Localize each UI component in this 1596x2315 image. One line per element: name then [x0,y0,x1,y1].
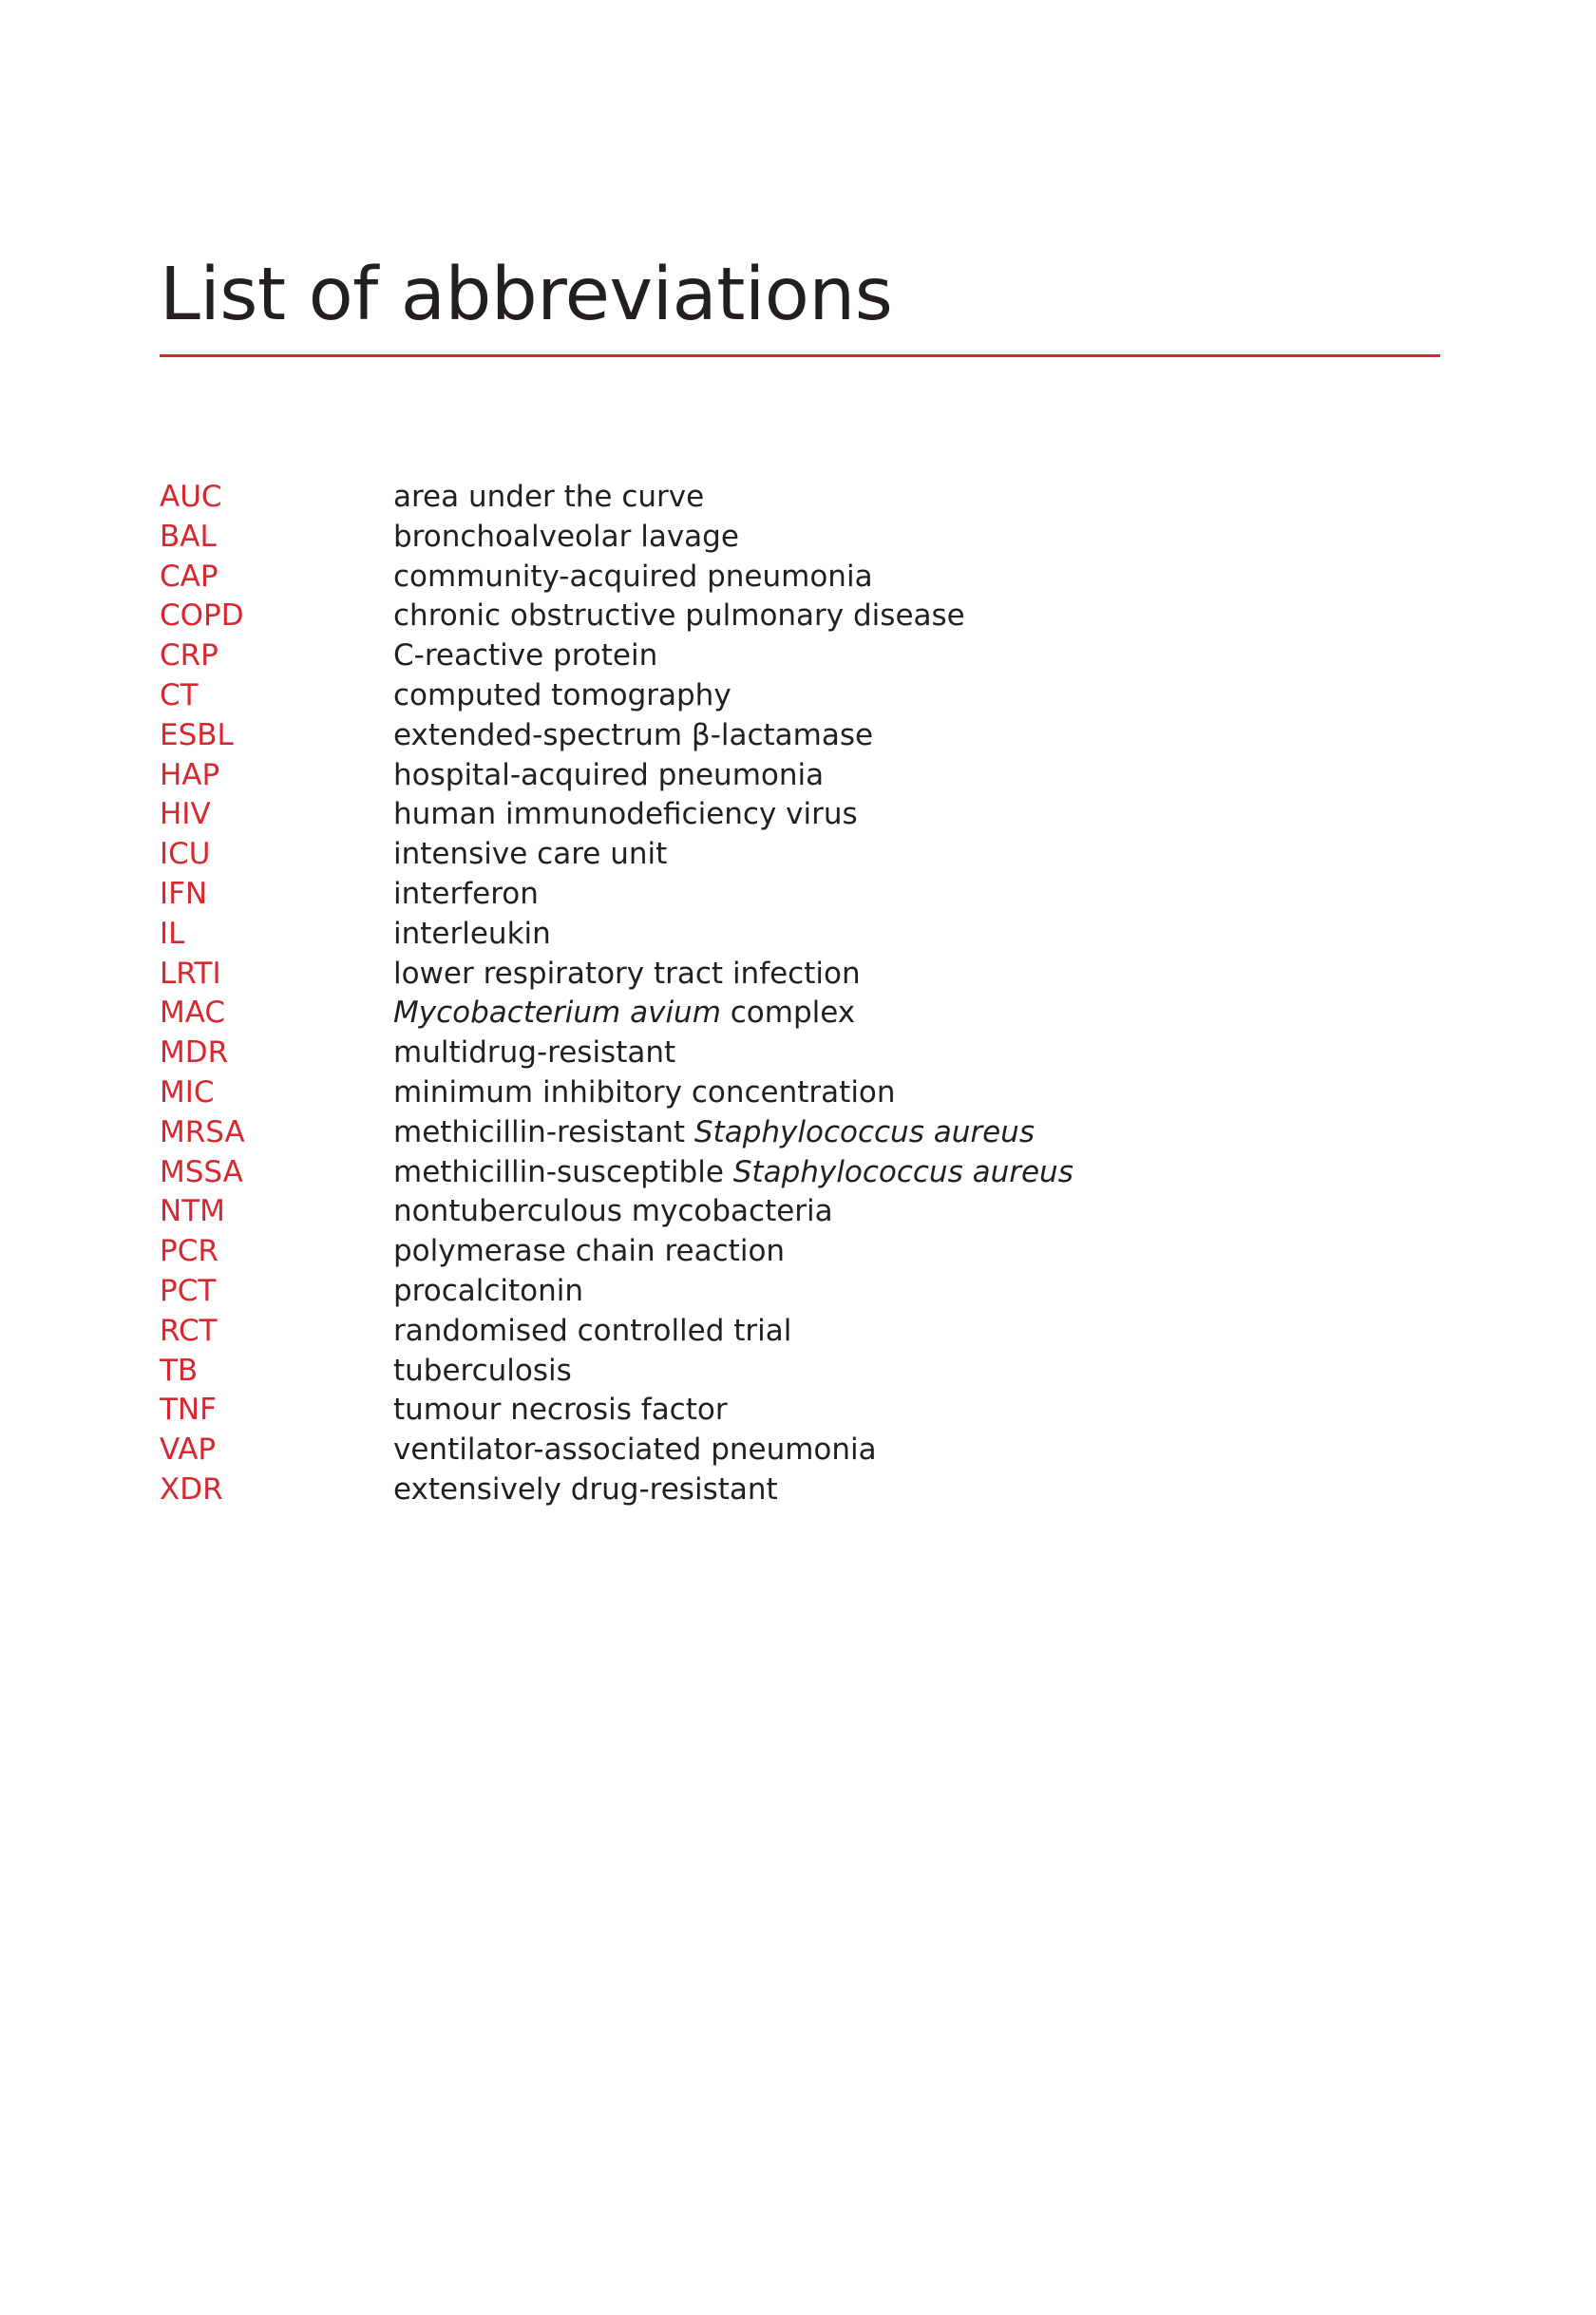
abbreviation-row [160,597,1300,636]
abbreviation-row [160,1471,1300,1510]
abbreviation-row [160,478,1300,518]
abbreviation-definition: randomised controlled trial [393,1313,792,1348]
abbreviation-term: VAP [160,1433,217,1468]
abbreviation-definition: C-reactive protein [393,638,658,674]
abbreviation-term: LRTI [160,956,221,991]
abbreviation-term: BAL [160,519,217,554]
abbreviation-row [160,756,1300,796]
definition-roman: methicillin-resistant [393,1114,694,1149]
abbreviation-row [160,994,1300,1034]
abbreviation-term: MRSA [160,1114,245,1149]
abbreviation-definition: bronchoalveolar lavage [393,519,739,554]
abbreviation-definition [393,1113,1035,1153]
abbreviation-definition: multidrug-resistant [393,1035,676,1071]
abbreviation-term: MDR [160,1035,229,1071]
abbreviation-term: TNF [160,1393,217,1428]
abbreviation-definition: extensively drug-resistant [393,1471,778,1507]
abbreviation-definition: minimum inhibitory concentration [393,1074,896,1110]
abbreviation-row [160,558,1300,598]
abbreviation-term: IFN [160,876,208,911]
abbreviation-row [160,1232,1300,1272]
page-title: List of abbreviations [160,253,893,337]
abbreviation-row [160,716,1300,756]
abbreviation-definition: extended-spectrum β-lactamase [393,717,874,752]
abbreviation-definition [393,1153,1074,1193]
abbreviation-row [160,915,1300,955]
abbreviation-term: MAC [160,996,226,1031]
title-divider [160,354,1440,357]
abbreviation-term: ESBL [160,717,234,752]
abbreviation-row [160,1153,1300,1193]
abbreviation-term: ICU [160,837,211,872]
definition-italic: Staphylococcus aureus [732,1154,1074,1189]
abbreviation-term: NTM [160,1194,225,1229]
definition-italic: Mycobacterium avium [393,996,721,1031]
abbreviation-definition: computed tomography [393,677,732,712]
abbreviation-definition: community-acquired pneumonia [393,559,873,594]
abbreviation-row [160,1192,1300,1232]
abbreviation-definition: tumour necrosis factor [393,1393,728,1428]
abbreviation-row [160,875,1300,915]
abbreviation-definition: interferon [393,876,539,911]
definition-roman: methicillin-susceptible [393,1154,733,1189]
abbreviation-definition: tuberculosis [393,1353,572,1388]
abbreviation-row [160,1034,1300,1073]
definition-roman: complex [720,996,856,1031]
abbreviation-definition: polymerase chain reaction [393,1234,786,1269]
abbreviation-row [160,1391,1300,1431]
abbreviation-definition: hospital-acquired pneumonia [393,757,825,792]
abbreviation-definition: intensive care unit [393,837,668,872]
abbreviation-row [160,1431,1300,1471]
abbreviation-row [160,1113,1300,1153]
abbreviation-definition [393,994,855,1034]
abbreviation-row [160,1312,1300,1352]
abbreviation-term: IL [160,916,185,951]
abbreviation-definition: interleukin [393,916,551,951]
abbreviation-row [160,1073,1300,1113]
abbreviation-term: TB [160,1353,199,1388]
abbreviation-row [160,518,1300,558]
abbreviation-list [160,478,1300,1510]
abbreviation-row [160,795,1300,835]
abbreviation-row [160,955,1300,995]
abbreviation-term: RCT [160,1313,218,1348]
abbreviation-term: MSSA [160,1154,243,1189]
abbreviation-term: CAP [160,559,218,594]
abbreviation-definition: lower respiratory tract infection [393,956,861,991]
abbreviation-term: HAP [160,757,220,792]
abbreviation-term: PCR [160,1234,218,1269]
abbreviation-term: AUC [160,480,222,514]
abbreviation-definition: area under the curve [393,480,705,514]
abbreviation-definition: nontuberculous mycobacteria [393,1194,833,1229]
abbreviation-row [160,1352,1300,1392]
abbreviation-term: CT [160,677,199,712]
definition-italic: Staphylococcus aureus [694,1114,1035,1149]
abbreviation-definition: human immunodeficiency virus [393,797,858,832]
abbreviation-term: COPD [160,598,244,634]
abbreviation-row [160,636,1300,676]
abbreviation-row [160,676,1300,716]
abbreviation-term: HIV [160,797,211,832]
abbreviation-definition: procalcitonin [393,1273,584,1308]
abbreviation-term: CRP [160,638,218,674]
abbreviation-row [160,1272,1300,1312]
abbreviation-row [160,835,1300,875]
abbreviation-definition: chronic obstructive pulmonary disease [393,598,965,634]
abbreviation-term: PCT [160,1273,217,1308]
abbreviation-term: MIC [160,1074,215,1110]
abbreviation-term: XDR [160,1471,223,1507]
abbreviation-definition: ventilator-associated pneumonia [393,1433,877,1468]
